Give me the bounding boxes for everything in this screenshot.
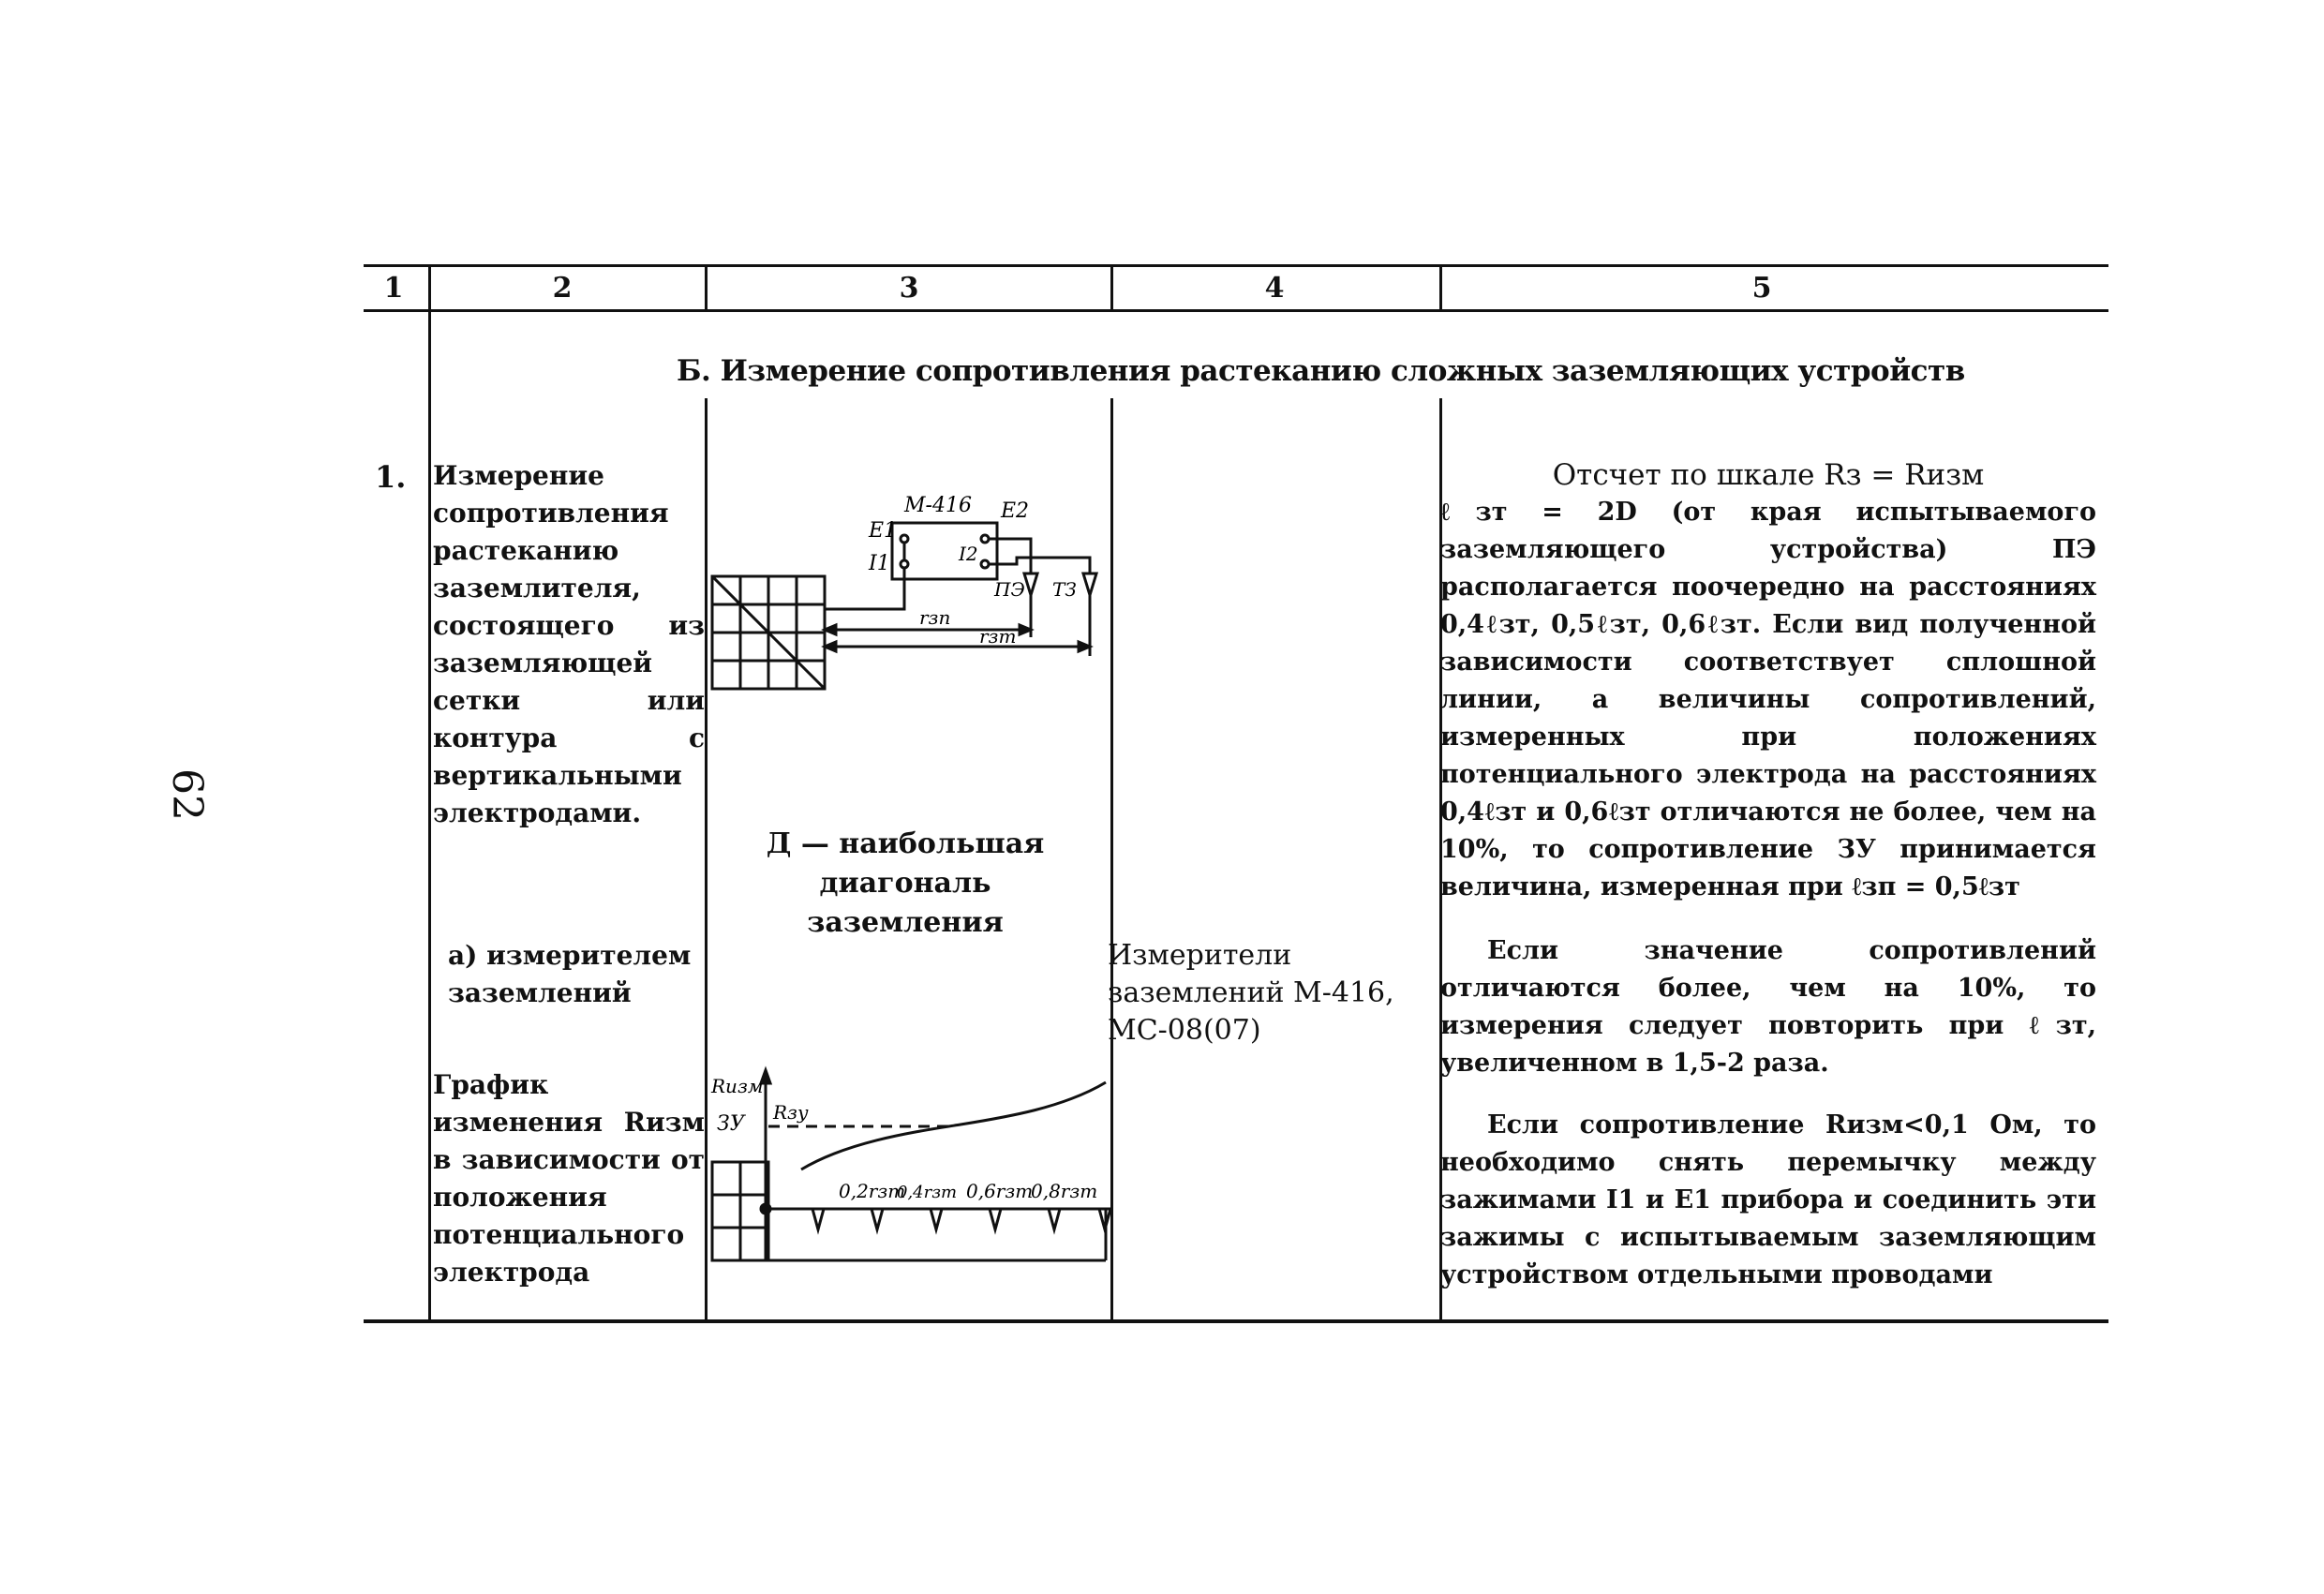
col5-text [1440, 456, 2096, 1294]
col5-line1: Отсчет по шкале Rз = Rизм [1552, 458, 1985, 492]
r-zp-label: rзп [919, 606, 951, 629]
col-divider-3 [1110, 264, 1113, 311]
header-col-3: 3 [899, 272, 919, 305]
table-top-border [364, 264, 2108, 267]
col-divider-1 [428, 264, 431, 1321]
tick-label-4: 0,8rзт [1031, 1180, 1098, 1202]
section-title: Б. Измерение сопротивления растеканию сложных заземляющих устройств [677, 354, 1965, 388]
i1-label: I1 [869, 552, 890, 575]
col2-graph-caption: График изменения Rизм в зависимости от положения потенциального электрода [433, 1069, 705, 1288]
y-label-top: Rизм [711, 1075, 764, 1097]
header-col-2: 2 [552, 272, 573, 305]
tick-label-1: 0,2rзт [839, 1180, 906, 1202]
e2-label: E2 [1001, 499, 1030, 523]
i2-label: I2 [959, 543, 978, 565]
col3-caption: Д — наибольшая диагональ заземления [766, 827, 1045, 939]
header-col-5: 5 [1751, 272, 1772, 305]
table-bottom-border [364, 1319, 2108, 1323]
header-bottom-border [364, 309, 2108, 312]
page-number: 62 [163, 768, 211, 821]
col5-paragraph1: ℓзт = 2D (от края испытываемого заземляющего устройства) ПЭ располагается поочередно на расстояниях 0,4ℓзт, 0,5ℓзт, 0,6ℓзт. Если вид полученной зависимости соответствует сплошной линии, а величины сопротивлений, измеренных при положениях потенциального электрода на расстояниях 0,4ℓзт и 0,6ℓзт отличаются не более, чем на 10%, то сопротивление ЗУ принимается величина, измеренная при ℓзп = 0,5ℓзт [1440, 498, 2096, 901]
r-level-label: Rзу [773, 1101, 809, 1124]
col5-paragraph2: Если значение сопротивлений отличаются более, чем на 10%, то измерения следует повторить при ℓзт, увеличенном в 1,5-2 раза. [1440, 936, 2096, 1078]
r-zt-label: rзт [979, 625, 1017, 648]
header-col-4: 4 [1264, 272, 1285, 305]
col-divider-4 [1439, 264, 1442, 311]
measurement-setup-diagram [708, 469, 1109, 703]
col2-sub-a: а) измерителем заземлений [448, 940, 692, 1008]
pe-probe [1024, 574, 1037, 595]
resistance-graph [708, 1059, 1110, 1274]
col5-paragraph3: Если сопротивление Rизм<0,1 Ом, то необходимо снять перемычку между зажимами I1 и E1 прибора и соединить эти зажимы с испытываемым заземляющим устройством отдельными проводами [1440, 1110, 2096, 1289]
row-number: 1. [375, 459, 407, 495]
col4-instruments: Измерители заземлений М-416, МС-08(07) [1108, 939, 1394, 1047]
tick-label-3: 0,6rзт [966, 1180, 1034, 1202]
header-col-1: 1 [383, 272, 404, 305]
device-m416 [892, 523, 997, 579]
col2-main-text: Измерение сопротивления растеканию заземлителя, состоящего из заземляющей сетки или контура с вертикальными электродами. [433, 460, 705, 828]
tick-label-2: 0,4rзт [897, 1183, 958, 1202]
col-divider-2 [705, 264, 708, 311]
y-label-bottom: ЗУ [717, 1112, 745, 1136]
col-divider-3b [1110, 398, 1113, 1321]
tz-probe [1083, 574, 1096, 595]
pe-label: ПЭ [994, 578, 1025, 601]
e1-label: E1 [869, 519, 898, 543]
device-label: М-416 [904, 494, 972, 517]
tz-label: ТЗ [1052, 578, 1077, 601]
